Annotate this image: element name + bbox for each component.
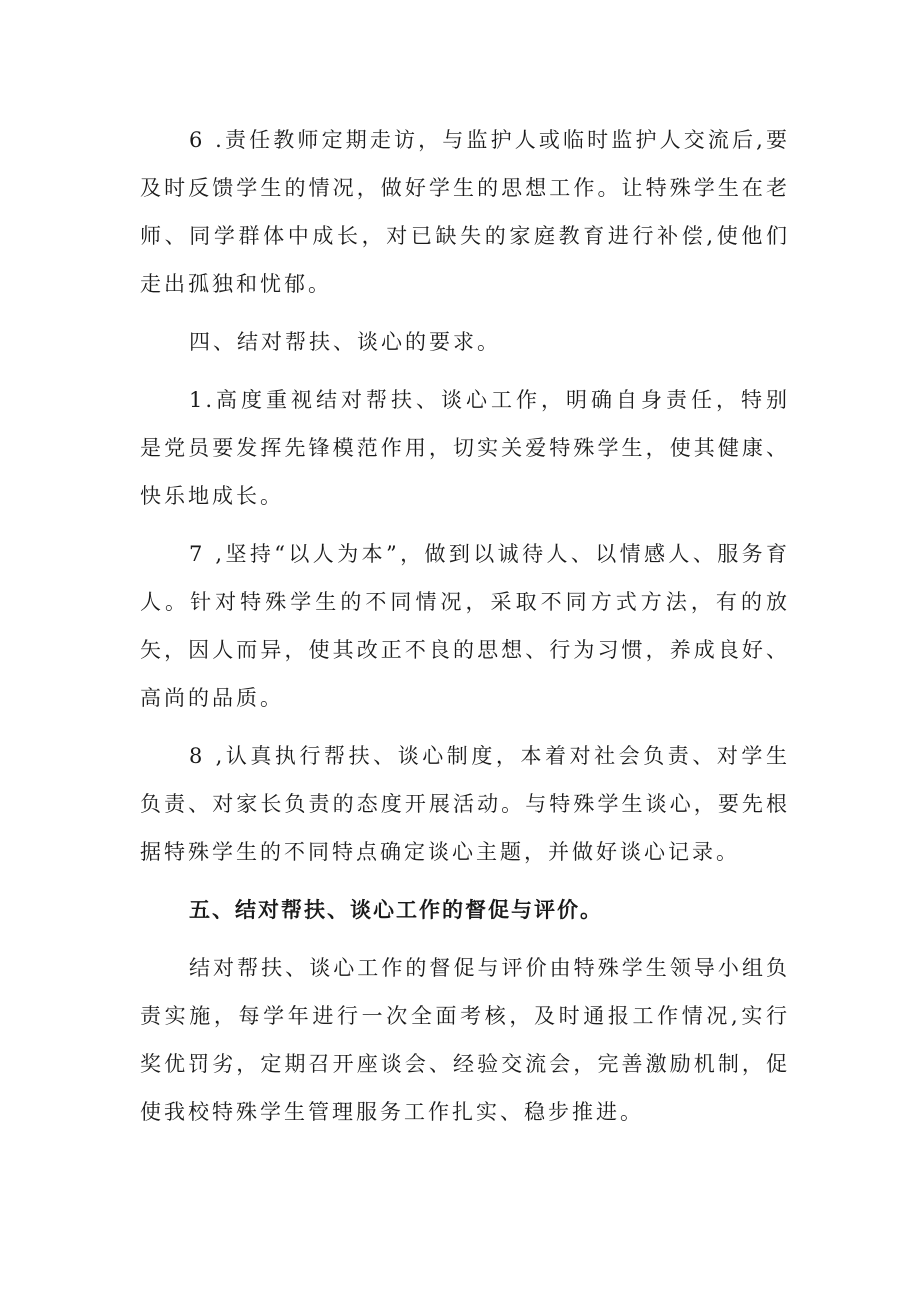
section-five-heading: 五、结对帮扶、谈心工作的督促与评价。 <box>189 898 603 922</box>
paragraph-item-8: 8 ,认真执行帮扶、谈心制度，本着对社会负责、对学生负责、对家长负责的态度开展活动。与特殊学生谈心，要先根据特殊学生的不同特点确定谈心主题，并做好谈心记录。 <box>140 744 790 864</box>
paragraph-item-1: 1.高度重视结对帮扶、谈心工作，明确自身责任，特别是党员要发挥先锋模范作用，切实关爱特殊学生，使其健康、快乐地成长。 <box>140 388 790 508</box>
document-body <box>140 116 790 1146</box>
paragraph-evaluation: 结对帮扶、谈心工作的督促与评价由特殊学生领导小组负责实施，每学年进行一次全面考核，及时通报工作情况,实行奖优罚劣，定期召开座谈会、经验交流会，完善激励机制，促使我校特殊学生管理服务工作扎实、稳步推进。 <box>140 956 790 1124</box>
paragraph-item-6: 6 .责任教师定期走访，与监护人或临时监护人交流后,要及时反馈学生的情况，做好学生的思想工作。让特殊学生在老师、同学群体中成长，对已缺失的家庭教育进行补偿,使他们走出孤独和忧郁。 <box>140 128 790 296</box>
paragraph-item-7: 7 ,坚持“以人为本”，做到以诚待人、以情感人、服务育人。针对特殊学生的不同情况，采取不同方式方法，有的放矢，因人而异，使其改正不良的思想、行为习惯，养成良好、高尚的品质。 <box>140 542 790 710</box>
section-four-title: 四、结对帮扶、谈心的要求。 <box>189 330 501 354</box>
